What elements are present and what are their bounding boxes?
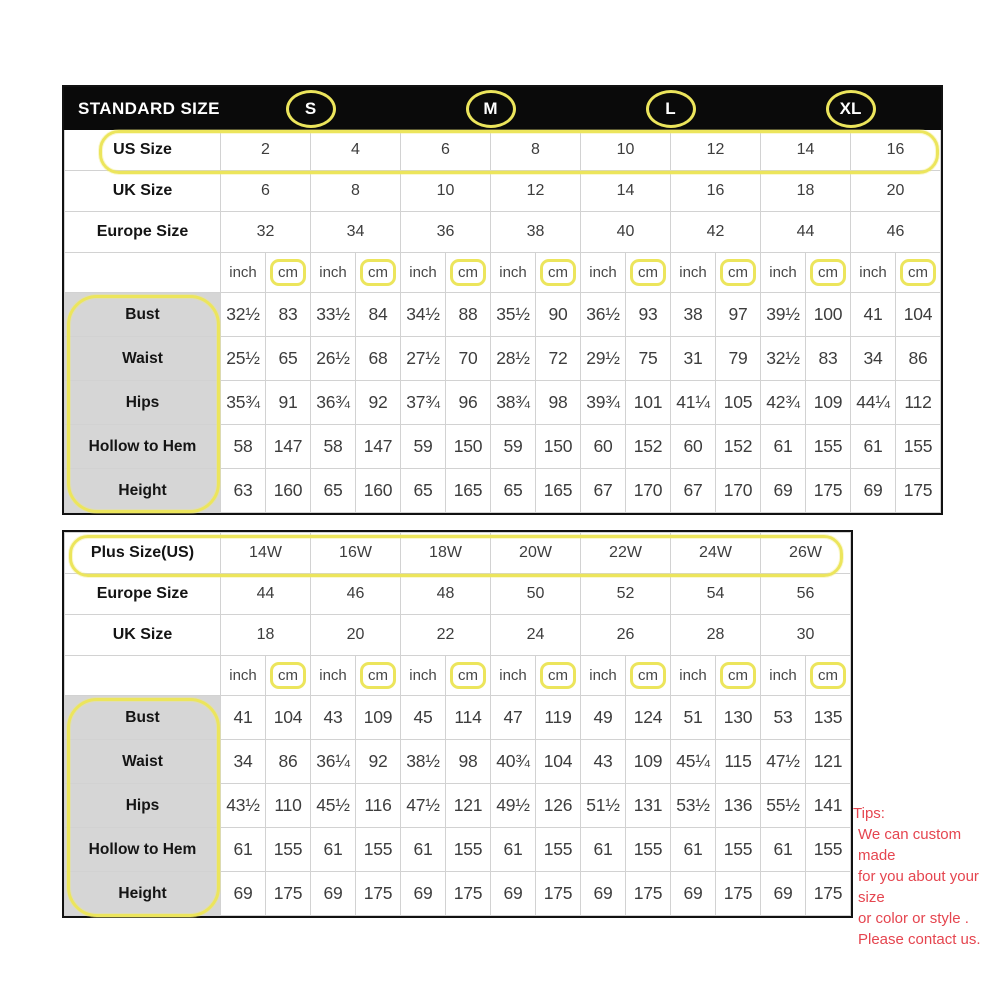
size-row	[65, 615, 851, 656]
measure-value-cell: 31	[671, 337, 716, 381]
size-value-cell: 44	[221, 574, 311, 615]
measure-value-cell: 130	[716, 696, 761, 740]
measure-value-cell: 98	[446, 740, 491, 784]
cm-cell	[716, 656, 761, 696]
measure-value-cell: 83	[806, 337, 851, 381]
size-value-cell: 8	[491, 130, 581, 171]
cm-label-highlighted: cm	[810, 662, 846, 689]
measure-value-cell: 75	[626, 337, 671, 381]
measure-value-cell: 92	[356, 740, 401, 784]
measure-value-cell: 90	[536, 293, 581, 337]
size-value-cell: 46	[311, 574, 401, 615]
measure-value-cell: 36½	[581, 293, 626, 337]
inch-label: inch	[311, 253, 356, 293]
measure-value-cell: 126	[536, 784, 581, 828]
measure-row	[65, 469, 941, 513]
measure-value-cell: 155	[536, 828, 581, 872]
tips-line: or color or style .	[858, 910, 969, 927]
measure-value-cell: 92	[356, 381, 401, 425]
inch-label: inch	[491, 253, 536, 293]
measure-value-cell: 34	[221, 740, 266, 784]
units-row	[65, 253, 941, 293]
measure-value-cell: 86	[896, 337, 941, 381]
size-value-cell: 24W	[671, 533, 761, 574]
measure-value-cell: 83	[266, 293, 311, 337]
size-group-m	[401, 88, 581, 130]
measure-value-cell: 61	[761, 425, 806, 469]
measure-value-cell: 38½	[401, 740, 446, 784]
cm-cell	[716, 253, 761, 293]
measure-value-cell: 135	[806, 696, 851, 740]
measure-value-cell: 175	[446, 872, 491, 916]
inch-label: inch	[671, 656, 716, 696]
measure-value-cell: 27½	[401, 337, 446, 381]
measure-value-cell: 60	[671, 425, 716, 469]
size-badge-xl-circled: XL	[826, 90, 876, 128]
tips-title: Tips:	[853, 805, 885, 822]
cm-label-highlighted: cm	[270, 662, 306, 689]
size-value-cell: 34	[311, 212, 401, 253]
cm-cell	[806, 253, 851, 293]
size-value-cell: 26	[581, 615, 671, 656]
measure-value-cell: 115	[716, 740, 761, 784]
measure-value-cell: 155	[446, 828, 491, 872]
measure-row	[65, 740, 851, 784]
measure-value-cell: 41¼	[671, 381, 716, 425]
measure-value-cell: 165	[536, 469, 581, 513]
size-row-label: UK Size	[65, 615, 221, 656]
inch-label: inch	[491, 656, 536, 696]
measure-value-cell: 43½	[221, 784, 266, 828]
measure-value-cell: 61	[851, 425, 896, 469]
plus-size-grid	[64, 532, 851, 916]
size-value-cell: 14	[761, 130, 851, 171]
measure-value-cell: 104	[896, 293, 941, 337]
plus-size-table	[62, 530, 853, 918]
size-value-cell: 22	[401, 615, 491, 656]
cm-label-highlighted: cm	[540, 259, 576, 286]
measure-value-cell: 45½	[311, 784, 356, 828]
measure-value-cell: 150	[446, 425, 491, 469]
measure-value-cell: 116	[356, 784, 401, 828]
measure-row-label: Waist	[65, 337, 221, 381]
size-value-cell: 52	[581, 574, 671, 615]
measure-value-cell: 67	[581, 469, 626, 513]
measure-value-cell: 41	[221, 696, 266, 740]
measure-row	[65, 425, 941, 469]
measure-value-cell: 47	[491, 696, 536, 740]
measure-value-cell: 61	[221, 828, 266, 872]
measure-value-cell: 55½	[761, 784, 806, 828]
measure-value-cell: 68	[356, 337, 401, 381]
measure-value-cell: 155	[896, 425, 941, 469]
size-row	[65, 533, 851, 574]
measure-value-cell: 59	[491, 425, 536, 469]
measure-value-cell: 155	[266, 828, 311, 872]
size-value-cell: 18	[761, 171, 851, 212]
measure-value-cell: 121	[446, 784, 491, 828]
size-value-cell: 56	[761, 574, 851, 615]
measure-value-cell: 152	[716, 425, 761, 469]
measure-value-cell: 28½	[491, 337, 536, 381]
measure-value-cell: 170	[626, 469, 671, 513]
measure-value-cell: 42¾	[761, 381, 806, 425]
cm-label-highlighted: cm	[630, 662, 666, 689]
size-badge-l-circled: L	[646, 90, 696, 128]
cm-label-highlighted: cm	[810, 259, 846, 286]
size-value-cell: 18W	[401, 533, 491, 574]
measure-value-cell: 43	[311, 696, 356, 740]
cm-label-highlighted: cm	[540, 662, 576, 689]
measure-row-label: Bust	[65, 696, 221, 740]
size-value-cell: 54	[671, 574, 761, 615]
measure-value-cell: 131	[626, 784, 671, 828]
measure-value-cell: 65	[401, 469, 446, 513]
measure-value-cell: 104	[536, 740, 581, 784]
measure-value-cell: 155	[626, 828, 671, 872]
measure-value-cell: 51½	[581, 784, 626, 828]
measure-value-cell: 175	[896, 469, 941, 513]
standard-header-bar	[65, 88, 941, 130]
measure-value-cell: 104	[266, 696, 311, 740]
inch-label: inch	[401, 253, 446, 293]
measure-value-cell: 34	[851, 337, 896, 381]
inch-label: inch	[671, 253, 716, 293]
measure-value-cell: 147	[266, 425, 311, 469]
measure-value-cell: 69	[851, 469, 896, 513]
measure-value-cell: 165	[446, 469, 491, 513]
measure-value-cell: 70	[446, 337, 491, 381]
size-value-cell: 16W	[311, 533, 401, 574]
measure-value-cell: 35½	[491, 293, 536, 337]
units-row-spacer	[65, 253, 221, 293]
cm-cell	[446, 656, 491, 696]
measure-value-cell: 100	[806, 293, 851, 337]
size-value-cell: 2	[221, 130, 311, 171]
measure-value-cell: 160	[266, 469, 311, 513]
measure-value-cell: 147	[356, 425, 401, 469]
measure-value-cell: 45¼	[671, 740, 716, 784]
tips-note	[853, 803, 998, 950]
measure-row	[65, 381, 941, 425]
size-value-cell: 24	[491, 615, 581, 656]
cm-label-highlighted: cm	[450, 259, 486, 286]
units-row-spacer	[65, 656, 221, 696]
cm-cell	[626, 253, 671, 293]
measure-value-cell: 53½	[671, 784, 716, 828]
size-row-label: UK Size	[65, 171, 221, 212]
measure-value-cell: 40¾	[491, 740, 536, 784]
measure-value-cell: 69	[491, 872, 536, 916]
measure-value-cell: 119	[536, 696, 581, 740]
measure-value-cell: 53	[761, 696, 806, 740]
inch-label: inch	[761, 656, 806, 696]
measure-value-cell: 155	[806, 828, 851, 872]
measure-value-cell: 35¾	[221, 381, 266, 425]
measure-value-cell: 155	[716, 828, 761, 872]
measure-value-cell: 36¾	[311, 381, 356, 425]
size-value-cell: 8	[311, 171, 401, 212]
cm-cell	[266, 253, 311, 293]
measure-value-cell: 110	[266, 784, 311, 828]
measure-value-cell: 141	[806, 784, 851, 828]
cm-cell	[356, 253, 401, 293]
measure-value-cell: 33½	[311, 293, 356, 337]
size-value-cell: 16	[671, 171, 761, 212]
measure-value-cell: 25½	[221, 337, 266, 381]
size-value-cell: 14W	[221, 533, 311, 574]
cm-cell	[896, 253, 941, 293]
size-badge-s-circled: S	[286, 90, 336, 128]
measure-value-cell: 60	[581, 425, 626, 469]
size-value-cell: 10	[401, 171, 491, 212]
measure-value-cell: 38¾	[491, 381, 536, 425]
measure-value-cell: 43	[581, 740, 626, 784]
standard-size-title: STANDARD SIZE	[65, 88, 221, 130]
size-value-cell: 48	[401, 574, 491, 615]
measure-value-cell: 69	[761, 872, 806, 916]
cm-label-highlighted: cm	[720, 662, 756, 689]
measure-value-cell: 175	[806, 469, 851, 513]
measure-value-cell: 45	[401, 696, 446, 740]
size-value-cell: 18	[221, 615, 311, 656]
measure-value-cell: 175	[356, 872, 401, 916]
size-value-cell: 50	[491, 574, 581, 615]
cm-label-highlighted: cm	[720, 259, 756, 286]
size-row-label: Europe Size	[65, 212, 221, 253]
inch-label: inch	[311, 656, 356, 696]
measure-value-cell: 175	[626, 872, 671, 916]
measure-value-cell: 170	[716, 469, 761, 513]
measure-value-cell: 175	[716, 872, 761, 916]
measure-row	[65, 828, 851, 872]
measure-value-cell: 36¼	[311, 740, 356, 784]
measure-row	[65, 784, 851, 828]
measure-value-cell: 32½	[221, 293, 266, 337]
measure-value-cell: 29½	[581, 337, 626, 381]
measure-value-cell: 91	[266, 381, 311, 425]
inch-label: inch	[581, 656, 626, 696]
size-value-cell: 14	[581, 171, 671, 212]
measure-value-cell: 155	[356, 828, 401, 872]
measure-value-cell: 61	[761, 828, 806, 872]
measure-value-cell: 175	[266, 872, 311, 916]
measure-value-cell: 61	[581, 828, 626, 872]
measure-row-label: Height	[65, 872, 221, 916]
size-row-label: Europe Size	[65, 574, 221, 615]
size-row-label: US Size	[65, 130, 221, 171]
size-value-cell: 10	[581, 130, 671, 171]
size-value-cell: 28	[671, 615, 761, 656]
measure-value-cell: 101	[626, 381, 671, 425]
measure-row-label: Hollow to Hem	[65, 828, 221, 872]
measure-value-cell: 109	[356, 696, 401, 740]
measure-row	[65, 696, 851, 740]
size-row	[65, 212, 941, 253]
inch-label: inch	[401, 656, 446, 696]
measure-value-cell: 105	[716, 381, 761, 425]
measure-value-cell: 79	[716, 337, 761, 381]
measure-value-cell: 88	[446, 293, 491, 337]
cm-cell	[266, 656, 311, 696]
cm-label-highlighted: cm	[360, 662, 396, 689]
measure-row-label: Hips	[65, 784, 221, 828]
size-value-cell: 22W	[581, 533, 671, 574]
measure-value-cell: 67	[671, 469, 716, 513]
size-row	[65, 171, 941, 212]
size-group-l	[581, 88, 761, 130]
measure-value-cell: 39¾	[581, 381, 626, 425]
measure-value-cell: 37¾	[401, 381, 446, 425]
size-value-cell: 20	[851, 171, 941, 212]
size-row-label: Plus Size(US)	[65, 533, 221, 574]
measure-value-cell: 96	[446, 381, 491, 425]
size-value-cell: 12	[491, 171, 581, 212]
measure-value-cell: 155	[806, 425, 851, 469]
measure-value-cell: 93	[626, 293, 671, 337]
cm-label-highlighted: cm	[360, 259, 396, 286]
measure-value-cell: 41	[851, 293, 896, 337]
measure-value-cell: 152	[626, 425, 671, 469]
cm-cell	[806, 656, 851, 696]
measure-value-cell: 84	[356, 293, 401, 337]
measure-value-cell: 97	[716, 293, 761, 337]
measure-value-cell: 109	[806, 381, 851, 425]
measure-value-cell: 26½	[311, 337, 356, 381]
measure-value-cell: 61	[311, 828, 356, 872]
measure-value-cell: 69	[671, 872, 716, 916]
measure-value-cell: 69	[221, 872, 266, 916]
units-row	[65, 656, 851, 696]
cm-label-highlighted: cm	[450, 662, 486, 689]
measure-value-cell: 44¼	[851, 381, 896, 425]
standard-size-grid	[64, 87, 941, 513]
measure-value-cell: 59	[401, 425, 446, 469]
measure-value-cell: 38	[671, 293, 716, 337]
size-group-xl	[761, 88, 941, 130]
measure-value-cell: 49½	[491, 784, 536, 828]
tips-line: We can custom made	[858, 826, 962, 864]
measure-value-cell: 63	[221, 469, 266, 513]
measure-value-cell: 175	[806, 872, 851, 916]
inch-label: inch	[221, 253, 266, 293]
measure-row-label: Height	[65, 469, 221, 513]
measure-value-cell: 65	[266, 337, 311, 381]
measure-row	[65, 293, 941, 337]
size-value-cell: 12	[671, 130, 761, 171]
measure-row-label: Bust	[65, 293, 221, 337]
inch-label: inch	[761, 253, 806, 293]
size-value-cell: 4	[311, 130, 401, 171]
cm-cell	[356, 656, 401, 696]
tips-line: Please contact us.	[858, 931, 981, 948]
measure-value-cell: 51	[671, 696, 716, 740]
size-value-cell: 20W	[491, 533, 581, 574]
measure-value-cell: 58	[221, 425, 266, 469]
cm-cell	[536, 253, 581, 293]
measure-value-cell: 124	[626, 696, 671, 740]
size-value-cell: 36	[401, 212, 491, 253]
measure-row	[65, 337, 941, 381]
cm-cell	[626, 656, 671, 696]
size-value-cell: 38	[491, 212, 581, 253]
standard-size-table	[62, 85, 943, 515]
measure-value-cell: 61	[491, 828, 536, 872]
tips-lines	[853, 824, 998, 950]
cm-cell	[446, 253, 491, 293]
measure-value-cell: 160	[356, 469, 401, 513]
cm-cell	[536, 656, 581, 696]
measure-value-cell: 58	[311, 425, 356, 469]
size-value-cell: 26W	[761, 533, 851, 574]
measure-value-cell: 34½	[401, 293, 446, 337]
measure-value-cell: 121	[806, 740, 851, 784]
measure-value-cell: 114	[446, 696, 491, 740]
inch-label: inch	[221, 656, 266, 696]
measure-value-cell: 98	[536, 381, 581, 425]
measure-row-label: Waist	[65, 740, 221, 784]
cm-label-highlighted: cm	[630, 259, 666, 286]
measure-value-cell: 65	[311, 469, 356, 513]
measure-value-cell: 32½	[761, 337, 806, 381]
measure-value-cell: 86	[266, 740, 311, 784]
size-value-cell: 44	[761, 212, 851, 253]
measure-value-cell: 69	[311, 872, 356, 916]
measure-value-cell: 150	[536, 425, 581, 469]
size-group-s	[221, 88, 401, 130]
inch-label: inch	[581, 253, 626, 293]
cm-label-highlighted: cm	[900, 259, 936, 286]
measure-value-cell: 69	[761, 469, 806, 513]
size-value-cell: 42	[671, 212, 761, 253]
measure-value-cell: 61	[401, 828, 446, 872]
measure-value-cell: 72	[536, 337, 581, 381]
size-value-cell: 20	[311, 615, 401, 656]
measure-value-cell: 39½	[761, 293, 806, 337]
size-value-cell: 40	[581, 212, 671, 253]
measure-value-cell: 47½	[761, 740, 806, 784]
size-value-cell: 30	[761, 615, 851, 656]
measure-value-cell: 175	[536, 872, 581, 916]
tips-line: for you about your size	[858, 868, 979, 906]
measure-value-cell: 61	[671, 828, 716, 872]
measure-value-cell: 47½	[401, 784, 446, 828]
size-value-cell: 6	[401, 130, 491, 171]
size-badge-m-circled: M	[466, 90, 516, 128]
measure-row	[65, 872, 851, 916]
measure-value-cell: 65	[491, 469, 536, 513]
inch-label: inch	[851, 253, 896, 293]
measure-value-cell: 109	[626, 740, 671, 784]
size-row	[65, 130, 941, 171]
measure-row-label: Hollow to Hem	[65, 425, 221, 469]
size-row	[65, 574, 851, 615]
measure-value-cell: 112	[896, 381, 941, 425]
measure-value-cell: 69	[581, 872, 626, 916]
measure-value-cell: 136	[716, 784, 761, 828]
measure-value-cell: 69	[401, 872, 446, 916]
size-value-cell: 46	[851, 212, 941, 253]
measure-row-label: Hips	[65, 381, 221, 425]
size-value-cell: 32	[221, 212, 311, 253]
size-value-cell: 6	[221, 171, 311, 212]
cm-label-highlighted: cm	[270, 259, 306, 286]
size-value-cell: 16	[851, 130, 941, 171]
measure-value-cell: 49	[581, 696, 626, 740]
